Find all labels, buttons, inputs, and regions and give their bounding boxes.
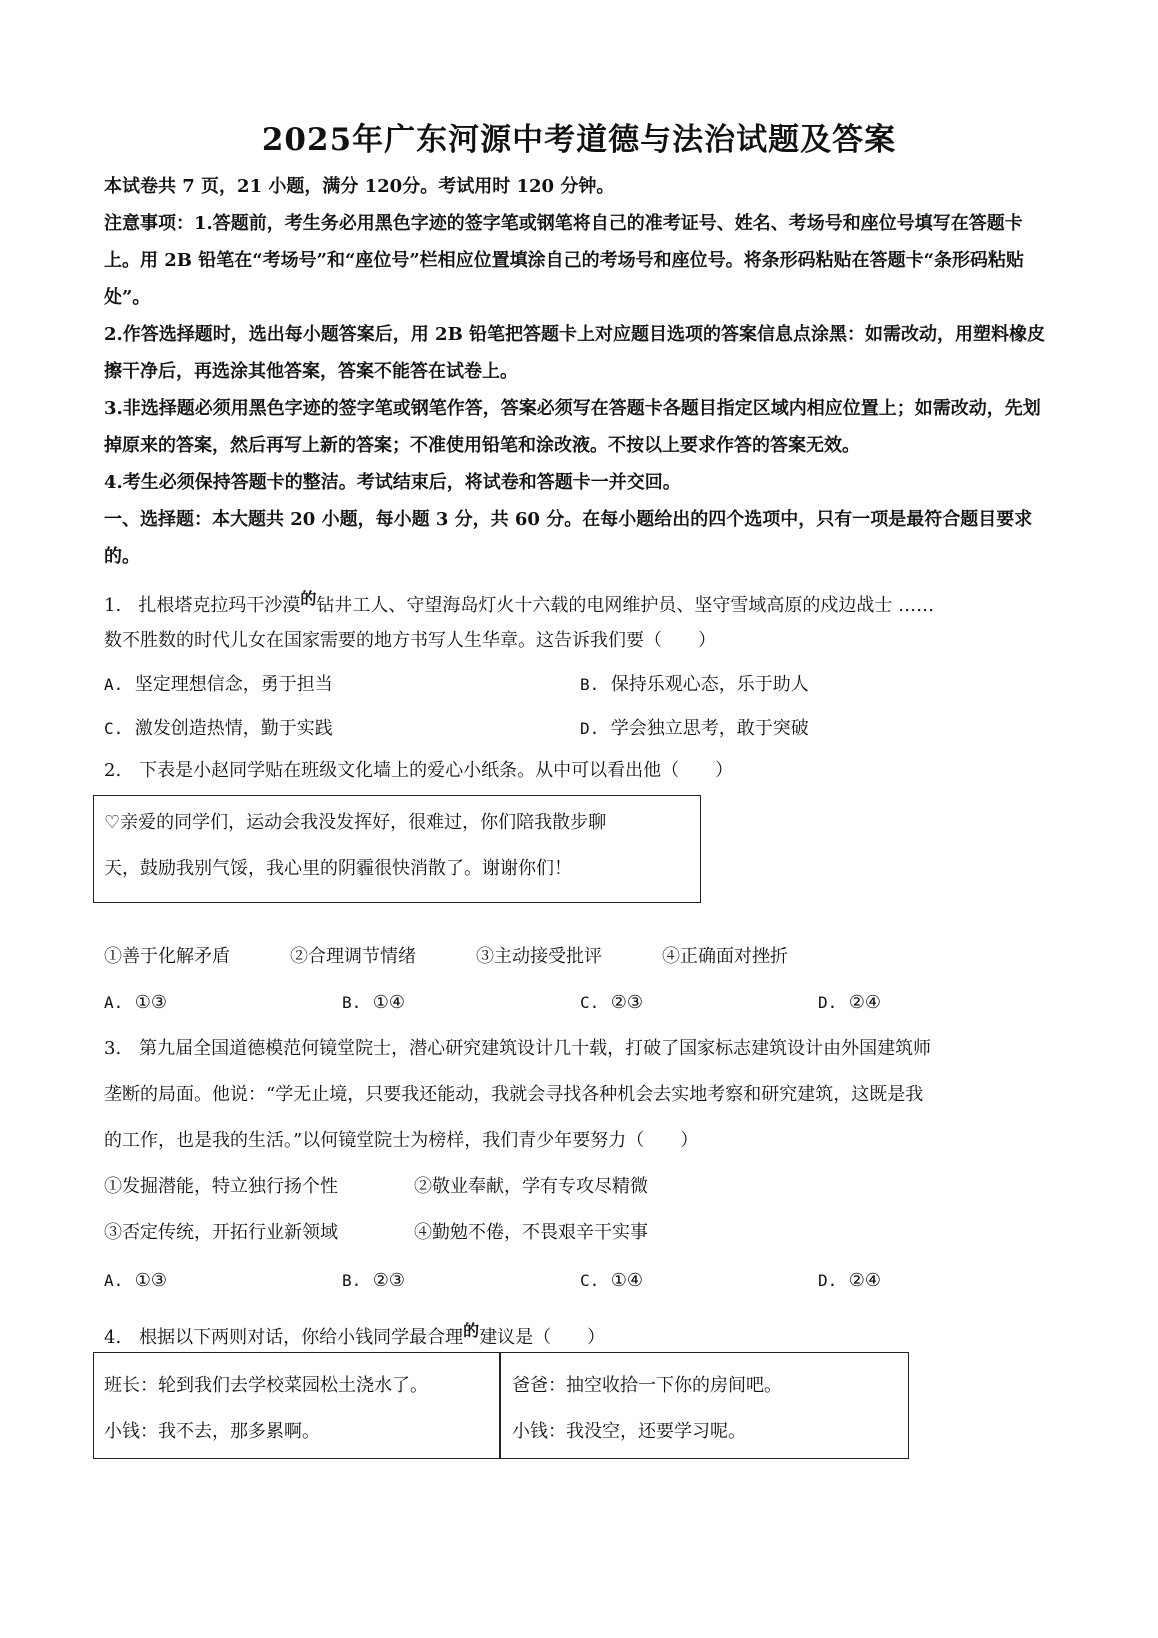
q2-option-a: A. ①③ bbox=[104, 992, 167, 1013]
q1-stem-line1: 1. 扎根塔克拉玛干沙漠的钻井工人、守望海岛灯火十六载的电网维护员、坚守雪域高原的戍边战士 …… bbox=[104, 589, 935, 616]
q3-stem-line1: 3. 第九届全国道德模范何镜堂院士，潜心研究建筑设计几十载，打破了国家标志建筑设计由外国建筑师 bbox=[104, 1038, 932, 1059]
q2-choice-2: ②合理调节情绪 bbox=[290, 946, 416, 967]
section-heading: 一、选择题：本大题共 20 小题，每小题 3 分，共 60 分。在每小题给出的四个选项中，只有一项是最符合题目要求的。 bbox=[104, 509, 1033, 567]
q2-option-c: C. ②③ bbox=[580, 992, 643, 1013]
q2-note-line2: 天，鼓励我别气馁，我心里的阴霾很快消散了。谢谢你们！ bbox=[104, 858, 572, 879]
q1-option-c: C. 激发创造热情，勤于实践 bbox=[104, 718, 333, 739]
q3-choice-3: ③否定传统，开拓行业新领域 bbox=[104, 1222, 338, 1243]
q3-option-a: A. ①③ bbox=[104, 1270, 167, 1291]
q3-option-c: C. ①④ bbox=[580, 1270, 643, 1291]
q2-option-d: D. ②④ bbox=[818, 992, 881, 1013]
q4-stem: 4. 根据以下两则对话，你给小钱同学最合理的建议是（ ） bbox=[104, 1321, 606, 1348]
q4-right-line1: 爸爸：抽空收拾一下你的房间吧。 bbox=[512, 1375, 782, 1396]
q2-choice-1: ①善于化解矛盾 bbox=[104, 946, 230, 967]
exam-info-line: 本试卷共 7 页，21 小题，满分 120分。考试用时 120 分钟。 bbox=[104, 176, 615, 197]
q4-dialogue-table bbox=[93, 1352, 909, 1459]
q3-option-d: D. ②④ bbox=[818, 1270, 881, 1291]
q1-option-d: D. 学会独立思考，敢于突破 bbox=[580, 718, 809, 739]
q2-stem: 2. 下表是小赵同学贴在班级文化墙上的爱心小纸条。从中可以看出他（ ） bbox=[104, 760, 734, 781]
q3-stem-line3: 的工作，也是我的生活。”以何镜堂院士为榜样，我们青少年要努力（ ） bbox=[104, 1130, 699, 1151]
exam-instructions bbox=[104, 168, 1054, 575]
table-divider bbox=[499, 1353, 501, 1458]
q4-right-line2: 小钱：我没空，还要学习呢。 bbox=[512, 1421, 746, 1442]
q2-note-box bbox=[93, 795, 701, 903]
notice-item-4: 4.考生必须保持答题卡的整洁。考试结束后，将试卷和答题卡一并交回。 bbox=[104, 472, 681, 493]
q4-left-line1: 班长：轮到我们去学校菜园松土浇水了。 bbox=[104, 1375, 428, 1396]
notice-item-3: 3.非选择题必须用黑色字迹的签字笔或钢笔作答，答案必须写在答题卡各题目指定区域内相应位置上；如需改动，先划掉原来的答案，然后再写上新的答案；不准使用铅笔和涂改液。不按以上要求作答的答案无效。 bbox=[104, 398, 1041, 456]
notice-item-2: 2.作答选择题时，选出每小题答案后，用 2B 铅笔把答题卡上对应题目选项的答案信息点涂黑：如需改动，用塑料橡皮擦干净后，再选涂其他答案，答案不能答在试卷上。 bbox=[104, 324, 1046, 382]
q1-option-a: A. 坚定理想信念，勇于担当 bbox=[104, 674, 333, 695]
q3-choice-1: ①发掘潜能，特立独行扬个性 bbox=[104, 1176, 338, 1197]
q3-choice-4: ④勤勉不倦，不畏艰辛干实事 bbox=[414, 1222, 648, 1243]
q3-option-b: B. ②③ bbox=[342, 1270, 405, 1291]
q1-number: 1. bbox=[104, 595, 122, 616]
q1-stem-line2: 数不胜数的时代儿女在国家需要的地方书写人生华章。这告诉我们要（ ） bbox=[104, 630, 716, 651]
exam-title: 2025年广东河源中考道德与法治试题及答案 bbox=[261, 122, 897, 158]
q2-option-b: B. ①④ bbox=[342, 992, 405, 1013]
notice-item-1: 注意事项：1.答题前，考生务必用黑色字迹的签字笔或钢笔将自己的准考证号、姓名、考场号和座位号填写在答题卡上。用 2B 铅笔在“考场号”和“座位号”栏相应位置填涂自己的考场号和座位号。将条形码粘贴在答题卡“条形码粘贴处”。 bbox=[104, 213, 1025, 308]
q1-option-b: B. 保持乐观心态，乐于助人 bbox=[580, 674, 809, 695]
q4-left-line2: 小钱：我不去，那多累啊。 bbox=[104, 1421, 320, 1442]
q2-note-line1: ♡亲爱的同学们，运动会我没发挥好，很难过，你们陪我散步聊 bbox=[104, 812, 607, 833]
q3-stem-line2: 垄断的局面。他说：“学无止境，只要我还能动，我就会寻找各种机会去实地考察和研究建筑，这既是我 bbox=[104, 1084, 924, 1105]
q2-choice-3: ③主动接受批评 bbox=[476, 946, 602, 967]
q3-choice-2: ②敬业奉献，学有专攻尽精微 bbox=[414, 1176, 648, 1197]
q2-choice-4: ④正确面对挫折 bbox=[662, 946, 788, 967]
